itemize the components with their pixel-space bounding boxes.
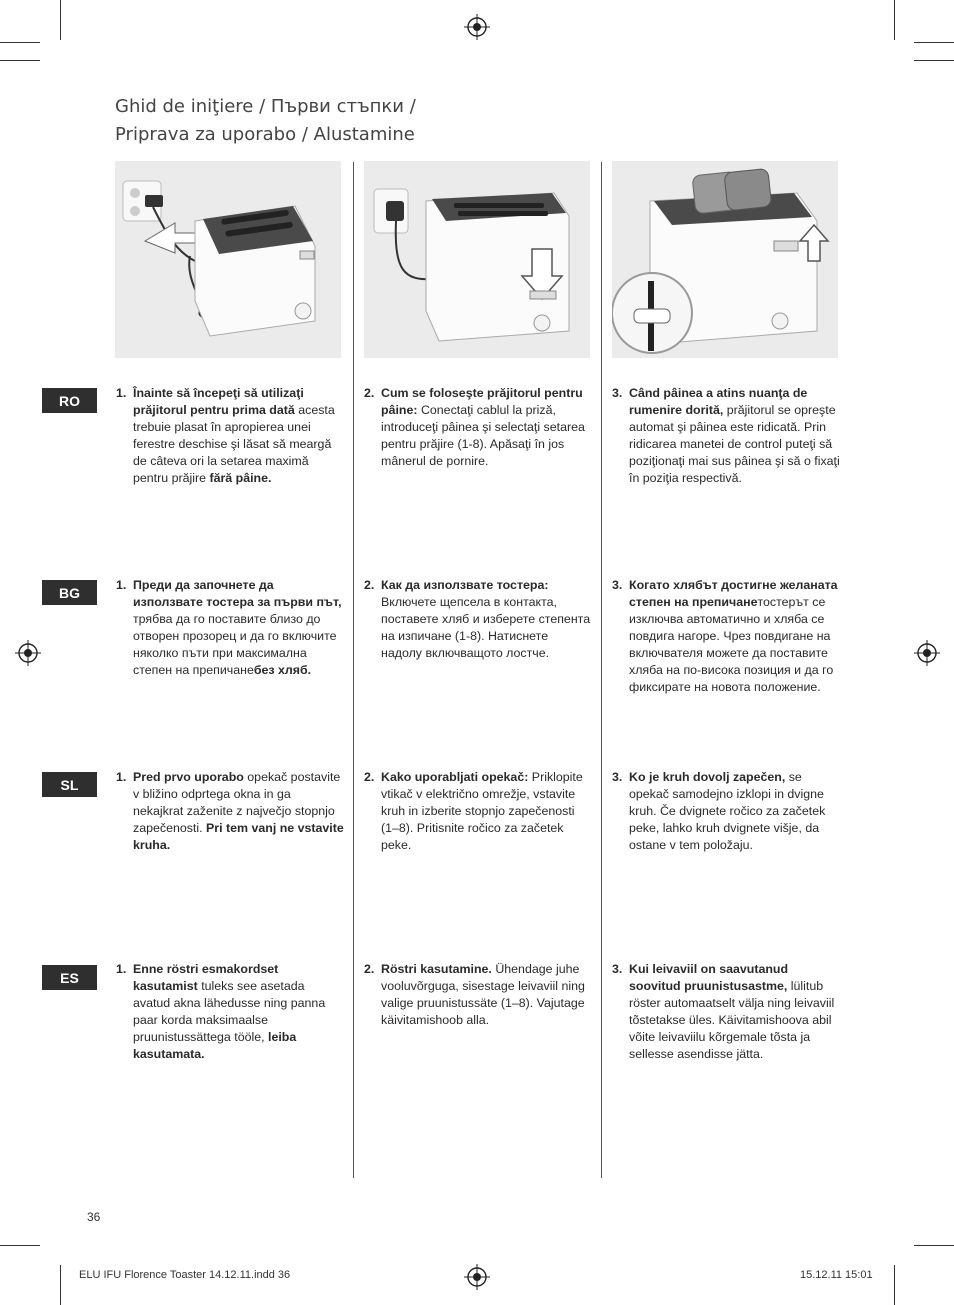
step-number: 1. [116,578,127,592]
step-text: Ühendage juhe vooluvõrguga, sisestage leivaviil ning valige pruunistussäte (1–8). Vajutage käivitamishoob alla. [381,962,585,1027]
registration-mark-icon [914,640,940,666]
page-number: 36 [87,1210,101,1224]
step-bold-text: Pred prvo uporabo [133,770,244,784]
step-number: 1. [116,962,127,976]
step-text: tuleks see asetada avatud akna lähedusse ning panna paar korda maksimaalse pruunistussättega tööle, [133,979,326,1044]
crop-mark [60,1265,61,1305]
crop-mark [0,42,40,43]
step-es-1 [116,961,344,1063]
step-ro-1 [116,385,344,487]
step-bold-text: Cum se foloseşte prăjitorul pentru pâine: [381,386,583,417]
crop-mark [914,42,954,43]
step-text: lülitub röster automaatselt välja ning leivaviil tõstetakse üles. Käivitamishoova abil võite leivaviilu kõrgemale tõsta ja sellesse asendisse jätta. [629,979,835,1061]
step-ro-2 [364,385,592,470]
illustration-press-lever [364,161,590,358]
crop-mark [60,0,61,40]
step-text: Conectaţi cablul la priză, introduceţi pâinea şi selectaţi setarea pentru prăjire (1-8). Apăsaţi în jos mânerul de pornire. [381,403,585,468]
step-bg-1 [116,577,344,679]
step-number: 3. [612,962,623,976]
language-tag-es: ES [42,965,97,990]
page-title-line-2: Priprava za uporabo / Alustamine [115,124,415,145]
step-bold-text: leiba kasutamata. [133,1030,297,1061]
language-tag-bg: BG [42,580,97,605]
footer-timestamp: 15.12.11 15:01 [800,1269,873,1281]
illustration-raise-bread [612,161,838,358]
step-number: 2. [364,386,375,400]
step-bold-text: Ko je kruh dovolj zapečen, [629,770,786,784]
step-bold-text: Как да използвате тостера: [381,578,549,592]
step-es-2 [364,961,592,1029]
footer-file-name: ELU IFU Florence Toaster 14.12.11.indd 36 [79,1269,291,1281]
registration-mark-icon [464,1264,490,1290]
step-text: тостерът се изключва автоматично и хляба се повдига нагоре. Чрез повдигане на включвателя можете да поставите хляба на по-висока позиция и да го фиксирате на новота положение. [629,595,834,694]
crop-mark [0,60,40,61]
step-text: трябва да го поставите близо до отворен прозорец и да го включите няколко пъти при максимална степен на препичане [133,612,337,677]
step-number: 3. [612,578,623,592]
step-ro-3 [612,385,840,487]
illustration-plug-in-toaster [115,161,341,358]
step-text: prăjitorul se opreşte automat şi pâinea este ridicată. Prin ridicarea manetei de control puteţi să poziţionaţi mai sus pâinea şi să o fixaţi în poziţia respectivă. [629,403,840,485]
step-text: Priklopite vtikač v električno omrežje, vstavite kruh in izberite stopnjo zapečenosti (1–8). Pritisnite ročico za začetek peke. [381,770,583,852]
step-bold-text: Înainte să începeţi să utilizaţi prăjitorul pentru prima dată [133,386,304,417]
step-number: 3. [612,386,623,400]
step-es-3 [612,961,840,1063]
step-bold-text: Kako uporabljati opekač: [381,770,529,784]
crop-mark [914,1245,954,1246]
step-bold-text: Când pâinea a atins nuanţa de rumenire dorită, [629,386,808,417]
language-tag-sl: SL [42,772,97,797]
crop-mark [0,1245,40,1246]
registration-mark-icon [15,640,41,666]
step-sl-1 [116,769,344,854]
crop-mark [914,60,954,61]
step-number: 2. [364,578,375,592]
step-sl-2 [364,769,592,854]
step-text: se opekač samodejno izklopi in dvigne kruh. Če dvignete ročico za začetek peke, lahko kruh dvignete višje, da ostane v tem položaju. [629,770,826,852]
step-number: 2. [364,770,375,784]
step-bold-text: Enne röstri esmakordset kasutamist [133,962,279,993]
registration-mark-icon [464,14,490,40]
step-text: acesta trebuie plasat în apropierea unei ferestre deschise şi lăsat să meargă de câteva ori la setarea maximă pentru prăjire [133,403,335,485]
step-bold-text: fără pâine. [209,471,272,485]
step-bold-text: без хляб. [253,663,312,677]
step-bold-text: Преди да започнете да използвате тостера за първи път, [133,578,342,609]
crop-mark [894,0,895,40]
step-number: 3. [612,770,623,784]
crop-mark [894,1265,895,1305]
step-bold-text: Kui leivaviil on saavutanud soovitud pruunistusastme, [629,962,789,993]
step-number: 1. [116,770,127,784]
column-divider [353,162,354,1178]
step-bold-text: Röstri kasutamine. [381,962,492,976]
step-bold-text: Pri tem vanj ne vstavite kruha. [133,821,344,852]
column-divider [601,162,602,1178]
step-text: opekač postavite v bližino odprtega okna in ga nekajkrat zaženite z največjo stopnjo zapečenosti. [133,770,341,835]
step-number: 2. [364,962,375,976]
step-bg-2 [364,577,592,662]
step-number: 1. [116,386,127,400]
page-title-line-1: Ghid de iniţiere / Първи стъпки / [115,96,416,117]
step-text: Включете щепсела в контакта, поставете хляб и изберете степента на изпичане (1-8). Натиснете надолу включващото лостче. [381,595,591,660]
step-sl-3 [612,769,840,854]
step-bold-text: Когато хлябът достигне желаната степен на препичане [629,578,838,609]
language-tag-ro: RO [42,388,97,413]
step-bg-3 [612,577,840,696]
